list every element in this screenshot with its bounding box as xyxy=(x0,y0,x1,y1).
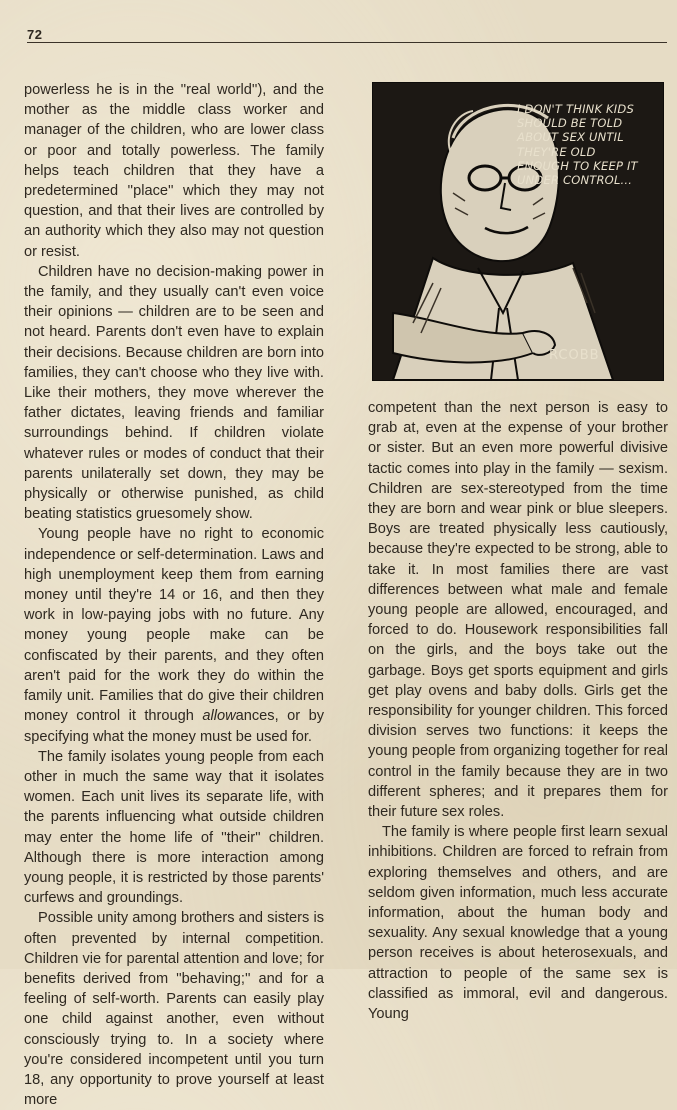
paragraph: competent than the next person is easy to grab at, even at the expense of your brother or sister. But an even more powerful divisive tactic comes into play in the family — sexism. Children are sex-stereotyped from the time they are born and wear pink or blue sleepers. Boys are treated physically less cautiously, because they're expected to be strong, able to take it. In most families there are vast differences between what male and female young people are allowed, encouraged, and forced to do. Housework responsibilities fall on the girls, and the boys take out the garbage. Boys get sports equipment and girls get play ovens and baby dolls. Girls get the responsibility for younger children. This forced division serves two functions: it keeps the young people from organizing together for real control in the family because they are in two different spheres; and it prepares them for their future sex roles. xyxy=(368,400,668,821)
artist-signature: RCOBB xyxy=(549,348,600,363)
page-number: 72 xyxy=(27,27,43,42)
paragraph: Children have no decision-making power in the family, and they usually can't even voice their opinions — children are to be seen and not heard. Parents don't even have to explain their decisions. Because children are born into families, they can't choose who they live with. Like their mothers, they move wherever the father dictates, leaving friends and familiar surroundings behind. If children violate whatever rules or modes of conduct that their parents unilaterally set down, they may be physically or otherwise punished, as child beating statistics gruesomely show. xyxy=(24,263,324,523)
header-rule xyxy=(27,42,667,43)
paragraph: powerless he is in the ''real world''), and the mother as the middle class worker and manager of the children, who are lower class or poor and totally powerless. The family helps teach children that they have a predetermined ''place'' which they may not question, and that their lives are controlled by an authority which they also may not question or resist. xyxy=(24,82,324,260)
cartoon-illustration xyxy=(372,82,664,381)
paragraph: Possible unity among brothers and sisters is often prevented by internal competition. Children vie for parental attention and love; for benefits derived from ''behaving;'' and for a feeling of self-worth. Parents can easily play one child against another, even without consciously trying to. In a society where you're considered incompetent until you turn 18, any opportunity to prove yourself at least more xyxy=(24,910,324,1109)
paragraph: The family isolates young people from each other in much the same way that it isolates women. Each unit lives its separate life, with the parents influencing what outside children may enter the home life of ''their'' children. Although there is more interaction among young people, it is restricted by those parents' curfews and groundings. xyxy=(24,748,324,907)
right-column xyxy=(368,398,668,1024)
paragraph: The family is where people first learn sexual inhibitions. Children are forced to refrain from exploring themselves and others, and are seldom given information, much less accurate information, about the human body and sexuality. Any sexual knowledge that a young person receives is about heterosexuals, and attraction to people of the same sex is classified as immoral, evil and dangerous. Young xyxy=(368,824,668,1023)
paragraph: Young people have no right to economic independence or self-determination. Laws and high unemployment keep them from earning money until they're 14 or 16, and then they work in low-paying jobs with no future. Any money young people make can be confiscated by their parents, and they often aren't paid for the work they do within the family unit. Families that do give their children money control it through allowances, or by specifying what the money must be used for. xyxy=(24,526,324,745)
left-column xyxy=(24,80,324,1110)
cartoon-caption: I DON'T THINK KIDS SHOULD BE TOLD ABOUT SEX UNTIL THEY'RE OLD ENOUGH TO KEEP IT UNDER CONTROL... xyxy=(517,102,638,188)
